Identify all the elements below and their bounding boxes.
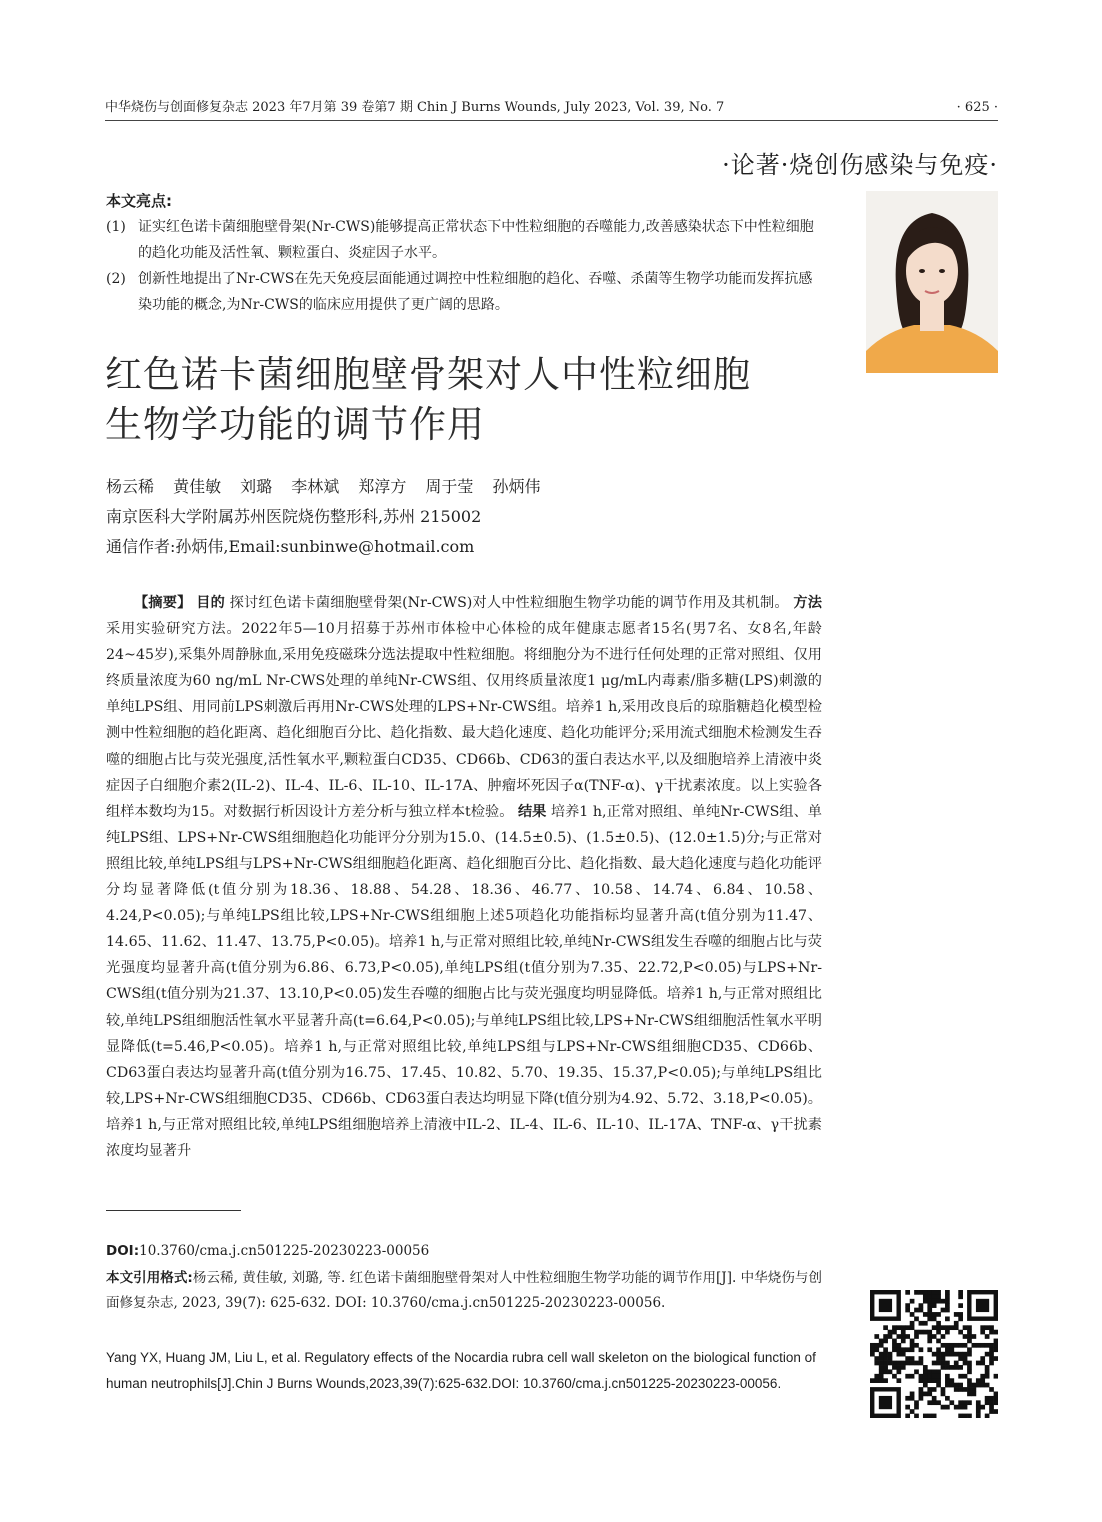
corresponding-author: 通信作者:孙炳伟,Email:sunbinwe@hotmail.com <box>106 537 475 556</box>
citation-label: 本文引用格式: <box>106 1270 193 1286</box>
objective-text: 探讨红色诺卡菌细胞壁骨架(Nr-CWS)对人中性粒细胞生物学功能的调节作用及其机制。 <box>229 595 789 611</box>
highlight-item <box>106 214 826 266</box>
portrait-illustration <box>866 191 998 373</box>
page-number: · 625 · <box>956 100 998 115</box>
running-header <box>105 98 998 121</box>
doi-value: 10.3760/cma.j.cn501225-20230223-00056 <box>139 1243 430 1259</box>
highlight-text: 证实红色诺卡菌细胞壁骨架(Nr-CWS)能够提高正常状态下中性粒细胞的吞噬能力,改善感染状态下中性粒细胞的趋化功能及活性氧、颗粒蛋白、炎症因子水平。 <box>138 219 814 261</box>
highlight-number: (2) <box>106 271 126 287</box>
author-list: 杨云稀 黄佳敏 刘璐 李林斌 郑淳方 周于莹 孙炳伟 <box>106 477 541 496</box>
portrait-neck <box>920 301 944 331</box>
objective-label: 目的 <box>196 595 225 611</box>
article-title <box>105 350 825 450</box>
footnote-divider <box>106 1210 241 1211</box>
doi-line <box>106 1240 429 1262</box>
journal-citation: 中华烧伤与创面修复杂志 2023 年7月第 39 卷第7 期 Chin J Burns Wounds, July 2023, Vol. 39, No. 7 <box>105 100 725 115</box>
citation-en: Yang YX, Huang JM, Liu L, et al. Regulatory effects of the Nocardia rubra cell wall skeleton on the biological function of human neutrophils[J].Chin J Burns Wounds,2023,39(7):625-632.DOI: 10.3760/cma.j.cn501225-20230223-00056. <box>106 1350 816 1391</box>
qr-code-graphic <box>870 1290 998 1418</box>
citation-cn-text: 杨云稀, 黄佳敏, 刘璐, 等. 红色诺卡菌细胞壁骨架对人中性粒细胞生物学功能的调节作用[J]. 中华烧伤与创面修复杂志, 2023, 39(7): 625-632. DOI: 10.3760/cma.j.cn501225-20230223-00056. <box>106 1270 822 1311</box>
highlight-text: 创新性地提出了Nr-CWS在先天免疫层面能通过调控中性粒细胞的趋化、吞噬、杀菌等生物学功能而发挥抗感染功能的概念,为Nr-CWS的临床应用提供了更广阔的思路。 <box>138 271 813 313</box>
doi-label: DOI: <box>106 1243 140 1259</box>
results-text: 培养1 h,正常对照组、单纯Nr-CWS组、单纯LPS组、LPS+Nr-CWS组细胞趋化功能评分分别为15.0、(14.5±0.5)、(1.5±0.5)、(12.0±1.5)分;与正常对照组比较,单纯LPS组与LPS+Nr-CWS组细胞趋化距离、趋化细胞百分比、趋化指数、最大趋化速度与趋化功能评分均显著降低(t值分别为18.36、18.88、54.28、18.36、46.77、10.58、14.74、6.84、10.58、4.24,P<0.05);与单纯LPS组比较,LPS+Nr-CWS组细胞上述5项趋化功能指标均显著升高(t值分别为11.47、14.65、11.62、11.47、13.75,P<0.05)。培养1 h,与正常对照组比较,单纯Nr-CWS组发生吞噬的细胞占比与荧光强度均显著升高(t值分别为6.86、6.73,P<0.05),单纯LPS组(t值分别为7.35、22.72,P<0.05)与LPS+Nr-CWS组(t值分别为21.37、13.10,P<0.05)发生吞噬的细胞占比与荧光强度均明显降低。培养1 h,与正常对照组比较,单纯LPS组细胞活性氧水平显著升高(t=6.64,P<0.05);与单纯LPS组比较,LPS+Nr-CWS组细胞活性氧水平明显降低(t=5.46,P<0.05)。培养1 h,与正常对照组比较,单纯LPS组与LPS+Nr-CWS组细胞CD35、CD66b、CD63蛋白表达均显著升高(t值分别为16.75、17.45、10.82、5.70、19.35、15.37,P<0.05);与单纯LPS组比较,LPS+Nr-CWS组细胞CD35、CD66b、CD63蛋白表达均明显下降(t值分别为4.92、5.72、3.18,P<0.05)。培养1 h,与正常对照组比较,单纯LPS组细胞培养上清液中IL-2、IL-4、IL-6、IL-10、IL-17A、TNF-α、γ干扰素浓度均显著升 <box>106 803 822 1159</box>
citation-cn <box>106 1266 822 1316</box>
affiliation: 南京医科大学附属苏州医院烧伤整形科,苏州 215002 <box>106 507 482 526</box>
section-tag: ·论著·烧创伤感染与免疫· <box>722 151 998 179</box>
highlight-item <box>106 266 826 318</box>
title-line: 红色诺卡菌细胞壁骨架对人中性粒细胞 <box>105 353 751 396</box>
methods-text: 采用实验研究方法。2022年5—10月招募于苏州市体检中心体检的成年健康志愿者15名(男7名、女8名,年龄24~45岁),采集外周静脉血,采用免疫磁珠分选法提取中性粒细胞。将细胞分为不进行任何处理的正常对照组、仅用终质量浓度为60 ng/mL Nr-CWS处理的单纯Nr-CWS组、仅用终质量浓度1 μg/mL内毒素/脂多糖(LPS)刺激的单纯LPS组、用同前LPS刺激后再用Nr-CWS处理的LPS+Nr-CWS组。培养1 h,采用改良后的琼脂糖趋化模型检测中性粒细胞的趋化距离、趋化细胞百分比、趋化指数、最大趋化速度、趋化功能评分;采用流式细胞术检测发生吞噬的细胞占比与荧光强度,活性氧水平,颗粒蛋白CD35、CD66b、CD63的蛋白表达水平,以及细胞培养上清液中炎症因子白细胞介素2(IL-2)、IL-4、IL-6、IL-10、IL-17A、肿瘤坏死因子α(TNF-α)、γ干扰素浓度。以上实验各组样本数均为15。对数据行析因设计方差分析与独立样本t检验。 <box>106 621 822 820</box>
highlights-title: 本文亮点: <box>106 192 172 210</box>
results-label: 结果 <box>517 803 547 820</box>
author-portrait <box>866 191 998 373</box>
abstract-label: 【摘要】 <box>134 595 192 611</box>
highlight-number: (1) <box>106 219 126 235</box>
methods-label: 方法 <box>793 595 822 611</box>
qr-code-icon <box>870 1290 998 1418</box>
title-line: 生物学功能的调节作用 <box>105 403 485 446</box>
abstract <box>106 590 822 1164</box>
